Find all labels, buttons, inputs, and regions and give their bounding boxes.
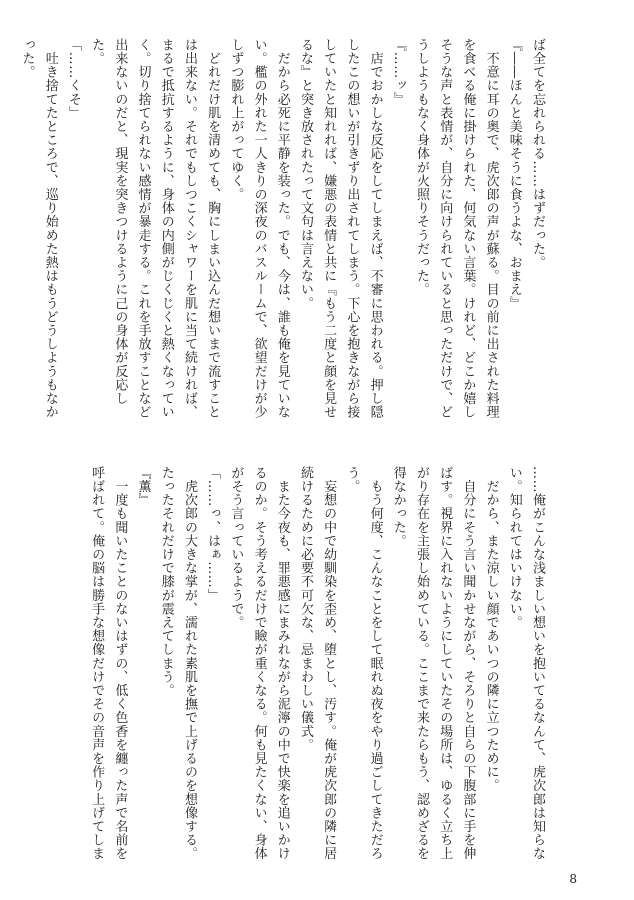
text-block-bottom xyxy=(89,466,549,866)
paragraph: 「……くそ」 xyxy=(65,38,81,120)
paragraph: 『――ほんと美味そうに食うよな、おまえ』 xyxy=(506,38,522,310)
paragraph: また今夜も、罪悪感にまみれながら泥濘の中で快楽を追いかけるのか。そう考えるだけで瞼が重くなる。何も見たくない、身体がそう言っているようで。 xyxy=(228,466,290,861)
paragraph: だから必死に平静を装った。でも、今は、誰も俺を見ていない。檻の外れた一人きりの深夜のバスルームで、欲望だけが少しずつ膨れ上がってゆく。 xyxy=(228,38,290,419)
paragraph: 『……ッ』 xyxy=(390,38,406,106)
paragraph: 自分にそう言い聞かせながら、そろりと自らの下腹部に手を伸ばす。視界に入れないようにしていたその場所は、ゆるく立ち上がり存在を主張し始めている。ここまで来たらもう、認めざるを得なかった。 xyxy=(390,466,476,861)
paragraph: どれだけ肌を清めても、胸にしまい込んだ想いまで流すことは出来ない。それでもしつこくシャワーを肌に当て続ければ、まるで抵抗するように、身体の内側がじくじくと熱くなっていく。切り捨てられない感情が暴走する。これを手放すことなど出来ないのだと、現実を突きつけるように己の身体が反応した。 xyxy=(89,38,221,419)
paragraph: ば全てを忘れられる……はずだった。 xyxy=(530,38,545,270)
paragraph: 吐き捨てたところで、巡り始めた熱はもうどうしようもなかった。 xyxy=(19,38,58,419)
paragraph: ……俺がこんな浅ましい想いを抱いてるなんて、虎次郎は知らない。知られてはいけない。 xyxy=(506,466,545,861)
paragraph: 『薫』 xyxy=(135,466,151,507)
paragraph: 店でおかしな反応をしてしまえば、不審に思われる。押し隠したこの想いが引きずり出されてしまう。下心を抱きながら接していたと知れれば、嫌悪の表情と共に『もう二度と顔を見せるな』と突き放されたって文句は言えない。 xyxy=(297,38,383,419)
paragraph: 妄想の中で幼馴染を歪め、堕とし、汚す。俺が虎次郎の隣に居続けるために必要不可欠な、忌まわしい儀式。 xyxy=(297,466,337,861)
paragraph: もう何度、こんなことをして眠れぬ夜をやり過ごしてきただろう。 xyxy=(344,466,383,861)
page-number: 8 xyxy=(569,872,577,886)
paragraph: 虎次郎の大きな掌が、濡れた素肌を撫で上げるのを想像する。たったそれだけで膝が震えてしまう。 xyxy=(158,466,197,861)
paragraph: 「……っ、はぁ……」 xyxy=(205,466,221,602)
paragraph: 一度も聞いたことのないはずの、低く色香を纏った声で名前を呼ばれて。俺の脳は勝手な想像だけでその音声を作り上げてしま xyxy=(89,466,128,861)
paragraph: だから、また涼しい顔であいつの隣に立つために。 xyxy=(483,466,499,793)
paragraph: 不意に耳の奥で、虎次郎の声が蘇る。目の前に出された料理を食べる俺に掛けられた、何気ない言葉。けれど、どこか嬉しそうな声と表情が、自分に向けられていると思っただけで、どうしようもなく身体が火照りそうだった。 xyxy=(413,38,499,419)
text-block-top xyxy=(19,38,549,426)
